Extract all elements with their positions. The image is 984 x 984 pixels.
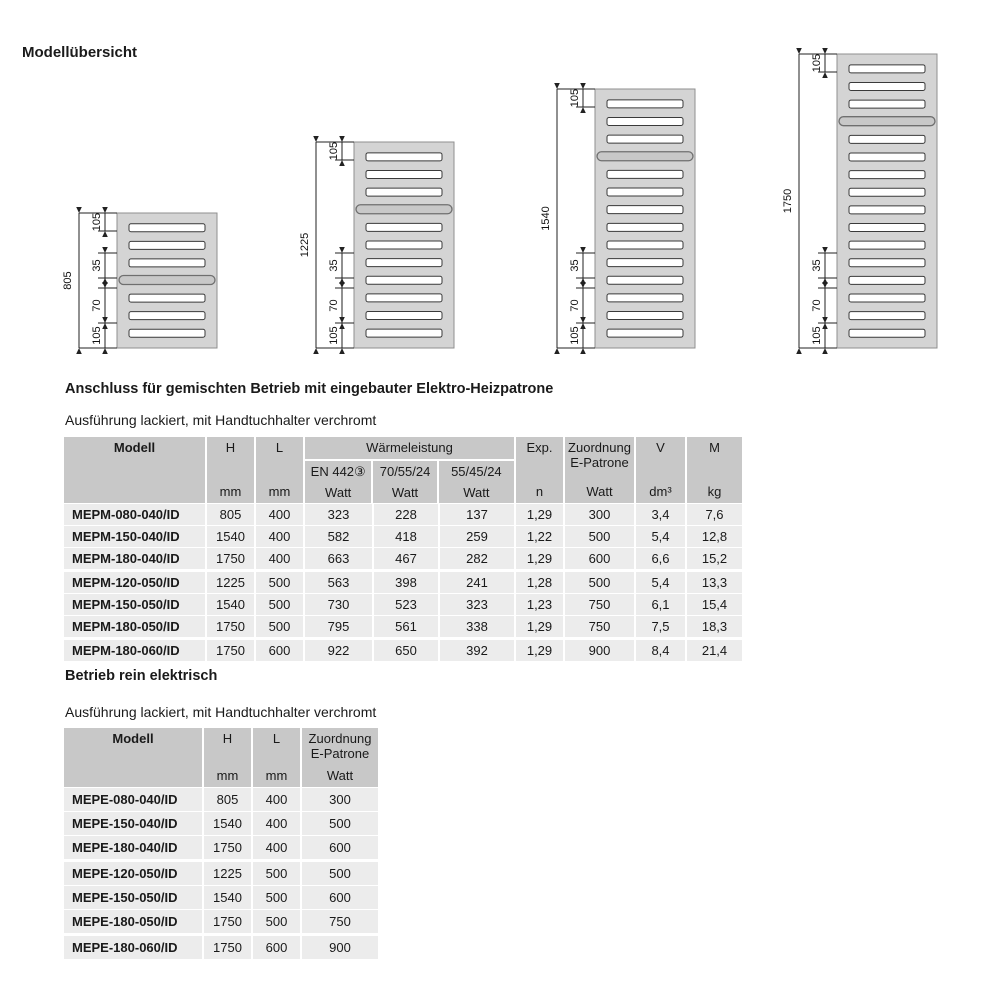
value-cell: 500 bbox=[256, 616, 305, 637]
dimension-arrow bbox=[822, 317, 828, 323]
value-cell: 418 bbox=[374, 526, 440, 547]
value-cell: 1750 bbox=[204, 836, 253, 859]
value-cell: 13,3 bbox=[701, 575, 728, 590]
dimension-arrow bbox=[822, 72, 828, 78]
value-cell: 400 bbox=[256, 548, 305, 569]
col-header-exp bbox=[516, 437, 565, 503]
dimension-label: 70 bbox=[568, 299, 581, 312]
value-cell: 1540 bbox=[207, 526, 256, 547]
dimension-arrow bbox=[822, 282, 828, 288]
radiator-slat bbox=[607, 100, 683, 108]
value-cell: 500 bbox=[253, 886, 302, 909]
table-row bbox=[64, 525, 742, 547]
table-row bbox=[64, 637, 742, 661]
col-header-modell bbox=[64, 437, 207, 503]
radiator-slat bbox=[849, 188, 925, 196]
col-header-unit: mm bbox=[268, 484, 291, 500]
dimension-arrow bbox=[822, 48, 828, 54]
section-electric-subheading: Ausführung lackiert, mit Handtuchhalter verchromt bbox=[65, 704, 377, 720]
value-cell: 1,29 bbox=[516, 616, 565, 637]
dimension-arrow bbox=[822, 348, 828, 354]
col-header-l bbox=[253, 728, 302, 787]
col-header-label: Exp. bbox=[526, 440, 553, 455]
table-row bbox=[64, 885, 378, 909]
dimension-arrow bbox=[580, 247, 586, 253]
radiator-slat bbox=[366, 294, 442, 302]
dimension-label: 105 bbox=[327, 326, 340, 345]
col-header-label: V bbox=[656, 440, 665, 455]
radiator-slat bbox=[129, 259, 205, 267]
value-cell: 3,4 bbox=[636, 504, 687, 525]
value-cell: 300 bbox=[565, 504, 636, 525]
radiator-slat bbox=[607, 329, 683, 337]
col-header-label: Zuordnung E-Patrone bbox=[568, 440, 631, 470]
value-cell: 1750 bbox=[207, 640, 256, 661]
towel-bar bbox=[597, 152, 693, 161]
col-header-unit: kg bbox=[707, 484, 722, 500]
radiator-diagrams bbox=[0, 0, 984, 372]
col-header-unit: Watt bbox=[326, 768, 354, 784]
value-cell: 600 bbox=[329, 890, 351, 905]
dimension-label: 1225 bbox=[298, 232, 311, 258]
value-cell: 1750 bbox=[207, 548, 256, 569]
dimension-arrow bbox=[339, 136, 345, 142]
dimension-label: 105 bbox=[810, 53, 823, 73]
value-cell: 1750 bbox=[204, 936, 253, 959]
table-row bbox=[64, 569, 742, 593]
radiator-slat bbox=[607, 223, 683, 231]
col-subheader bbox=[439, 461, 514, 503]
col-header-label: L bbox=[275, 440, 284, 455]
radiator-slat bbox=[366, 329, 442, 337]
value-cell: 500 bbox=[565, 526, 636, 547]
value-cell: 338 bbox=[440, 616, 516, 637]
col-header-modell bbox=[64, 728, 204, 787]
col-header-label: Modell bbox=[113, 440, 156, 455]
dimension-label: 35 bbox=[568, 259, 581, 272]
value-cell: 8,4 bbox=[636, 640, 687, 661]
radiator-slat bbox=[849, 206, 925, 214]
dimension-arrow bbox=[102, 282, 108, 288]
col-subheader-unit: Watt bbox=[463, 485, 490, 500]
section-mixed-heading: Anschluss für gemischten Betrieb mit eingebauter Elektro-Heizpatrone bbox=[65, 381, 554, 397]
value-cell: 1540 bbox=[204, 812, 253, 835]
radiator-slat bbox=[366, 188, 442, 196]
radiator-slat bbox=[849, 276, 925, 284]
dimension-arrow bbox=[339, 160, 345, 166]
towel-bar bbox=[119, 276, 215, 285]
dimension-label: 70 bbox=[90, 299, 103, 312]
radiator-slat bbox=[849, 171, 925, 179]
col-subheader-label: 55/45/24 bbox=[451, 464, 502, 479]
radiator-slat bbox=[366, 312, 442, 320]
table-header-row bbox=[64, 728, 378, 787]
value-cell: 15,2 bbox=[701, 551, 728, 566]
value-cell: 137 bbox=[440, 504, 516, 525]
radiator-slat bbox=[366, 153, 442, 161]
value-cell: 750 bbox=[565, 616, 636, 637]
radiator-body bbox=[595, 89, 695, 348]
dimension-arrow bbox=[796, 48, 802, 54]
dimension-arrow bbox=[580, 83, 586, 89]
section-electric-heading: Betrieb rein elektrisch bbox=[65, 668, 218, 684]
col-header-unit: mm bbox=[219, 484, 242, 500]
table-row bbox=[64, 811, 378, 835]
value-cell: 5,4 bbox=[636, 572, 687, 593]
value-cell: 400 bbox=[253, 812, 302, 835]
model-cell: MEPM-180-050/ID bbox=[64, 616, 207, 637]
dimension-label: 35 bbox=[327, 259, 340, 272]
electric-operation-table bbox=[64, 728, 378, 959]
radiator-slat bbox=[129, 241, 205, 249]
value-cell: 323 bbox=[305, 504, 374, 525]
table-row bbox=[64, 615, 742, 637]
radiator-slat bbox=[849, 135, 925, 143]
col-header-unit: mm bbox=[216, 768, 239, 784]
dimension-arrow bbox=[339, 247, 345, 253]
value-cell: 1225 bbox=[204, 862, 253, 885]
table-row bbox=[64, 787, 378, 811]
radiator-slat bbox=[607, 135, 683, 143]
value-cell: 663 bbox=[305, 548, 374, 569]
model-cell: MEPM-120-050/ID bbox=[64, 572, 207, 593]
radiator-slat bbox=[849, 294, 925, 302]
value-cell: 582 bbox=[305, 526, 374, 547]
value-cell: 5,4 bbox=[636, 526, 687, 547]
radiator-slat bbox=[607, 206, 683, 214]
dimension-label: 105 bbox=[90, 212, 103, 232]
dimension-arrow bbox=[796, 348, 802, 354]
model-cell: MEPE-180-050/ID bbox=[64, 910, 204, 933]
value-cell: 563 bbox=[305, 572, 374, 593]
table-row bbox=[64, 503, 742, 525]
radiator-slat bbox=[607, 294, 683, 302]
dimension-arrow bbox=[102, 317, 108, 323]
dimension-arrow bbox=[102, 348, 108, 354]
radiator-slat bbox=[849, 241, 925, 249]
dimension-label: 1750 bbox=[781, 188, 794, 214]
table-row bbox=[64, 859, 378, 885]
value-cell: 400 bbox=[253, 788, 302, 811]
radiator-slat bbox=[129, 224, 205, 232]
dimension-arrow bbox=[554, 83, 560, 89]
col-header-l bbox=[256, 437, 305, 503]
value-cell: 18,3 bbox=[701, 619, 728, 634]
radiator-slat bbox=[849, 329, 925, 337]
radiator-slat bbox=[366, 276, 442, 284]
table-row bbox=[64, 909, 378, 933]
radiator-slat bbox=[849, 65, 925, 73]
col-subheader bbox=[373, 461, 438, 503]
value-cell: 500 bbox=[253, 862, 302, 885]
col-subheader-unit: Watt bbox=[325, 485, 352, 500]
value-cell: 600 bbox=[253, 936, 302, 959]
radiator-slat bbox=[607, 170, 683, 178]
model-cell: MEPE-150-040/ID bbox=[64, 812, 204, 835]
value-cell: 795 bbox=[305, 616, 374, 637]
value-cell: 650 bbox=[374, 640, 440, 661]
col-subheader-label: EN 442③ bbox=[310, 464, 366, 479]
model-cell: MEPE-180-040/ID bbox=[64, 836, 204, 859]
col-header-h bbox=[207, 437, 256, 503]
model-cell: MEPM-180-060/ID bbox=[64, 640, 207, 661]
page-title: Modellübersicht bbox=[22, 44, 138, 61]
value-cell: 1,29 bbox=[516, 548, 565, 569]
value-cell: 12,8 bbox=[701, 529, 728, 544]
radiator-slat bbox=[607, 241, 683, 249]
dimension-label: 35 bbox=[810, 259, 823, 272]
value-cell: 6,1 bbox=[636, 594, 687, 615]
value-cell: 1540 bbox=[207, 594, 256, 615]
dimension-arrow bbox=[76, 348, 82, 354]
value-cell: 750 bbox=[565, 594, 636, 615]
dimension-arrow bbox=[822, 247, 828, 253]
value-cell: 15,4 bbox=[701, 597, 728, 612]
dimension-arrow bbox=[339, 317, 345, 323]
value-cell: 500 bbox=[565, 572, 636, 593]
dimension-arrow bbox=[102, 207, 108, 213]
dimension-arrow bbox=[102, 231, 108, 237]
value-cell: 500 bbox=[253, 910, 302, 933]
value-cell: 282 bbox=[440, 548, 516, 569]
radiator-slat bbox=[129, 294, 205, 302]
value-cell: 400 bbox=[256, 526, 305, 547]
col-header-label: Modell bbox=[112, 731, 154, 746]
value-cell: 523 bbox=[374, 594, 440, 615]
radiator-slat bbox=[849, 100, 925, 108]
dimension-label: 105 bbox=[568, 326, 581, 345]
radiator-slat bbox=[607, 259, 683, 267]
dimension-arrow bbox=[822, 323, 828, 329]
radiator-slat bbox=[129, 329, 205, 337]
col-header-label: H bbox=[222, 731, 233, 746]
model-cell: MEPM-150-040/ID bbox=[64, 526, 207, 547]
col-header-label: H bbox=[225, 440, 236, 455]
col-subheader bbox=[305, 461, 373, 503]
value-cell: 7,5 bbox=[636, 616, 687, 637]
radiator-slat bbox=[849, 223, 925, 231]
dimension-label: 105 bbox=[568, 88, 581, 108]
radiator-slat bbox=[849, 82, 925, 90]
value-cell: 1,29 bbox=[516, 504, 565, 525]
col-header-label: L bbox=[272, 731, 281, 746]
dimension-label: 35 bbox=[90, 259, 103, 272]
col-header-label: M bbox=[709, 440, 720, 455]
dimension-arrow bbox=[339, 282, 345, 288]
value-cell: 1750 bbox=[207, 616, 256, 637]
dimension-arrow bbox=[313, 348, 319, 354]
dimension-arrow bbox=[76, 207, 82, 213]
col-header-unit: dm³ bbox=[649, 484, 672, 500]
radiator-slat bbox=[366, 241, 442, 249]
value-cell: 259 bbox=[440, 526, 516, 547]
dimension-arrow bbox=[580, 348, 586, 354]
table-row bbox=[64, 835, 378, 859]
value-cell: 600 bbox=[565, 548, 636, 569]
dimension-arrow bbox=[554, 348, 560, 354]
value-cell: 323 bbox=[440, 594, 516, 615]
radiator-slat bbox=[607, 188, 683, 196]
group-subheader-row bbox=[305, 461, 514, 503]
radiator-slat bbox=[607, 276, 683, 284]
radiator-slat bbox=[366, 259, 442, 267]
dimension-arrow bbox=[102, 247, 108, 253]
value-cell: 1225 bbox=[207, 572, 256, 593]
dimension-label: 70 bbox=[327, 299, 340, 312]
radiator-slat bbox=[607, 312, 683, 320]
col-header-unit: n bbox=[535, 484, 544, 500]
value-cell: 7,6 bbox=[705, 507, 724, 522]
value-cell: 392 bbox=[440, 640, 516, 661]
radiator-slat bbox=[607, 117, 683, 125]
col-header-m bbox=[687, 437, 742, 503]
dimension-arrow bbox=[313, 136, 319, 142]
value-cell: 922 bbox=[305, 640, 374, 661]
value-cell: 1,29 bbox=[516, 640, 565, 661]
radiator-slat bbox=[849, 312, 925, 320]
value-cell: 600 bbox=[256, 640, 305, 661]
table-row bbox=[64, 547, 742, 569]
col-header-zuordnung bbox=[302, 728, 378, 787]
value-cell: 400 bbox=[256, 504, 305, 525]
value-cell: 750 bbox=[329, 914, 351, 929]
radiator-slat bbox=[849, 259, 925, 267]
towel-bar bbox=[356, 205, 452, 214]
dimension-label: 105 bbox=[810, 326, 823, 345]
value-cell: 300 bbox=[329, 792, 351, 807]
value-cell: 228 bbox=[374, 504, 440, 525]
value-cell: 21,4 bbox=[701, 643, 728, 658]
value-cell: 1540 bbox=[204, 886, 253, 909]
table-row bbox=[64, 933, 378, 959]
col-header-h bbox=[204, 728, 253, 787]
dimension-label: 1540 bbox=[539, 206, 552, 231]
col-header-v bbox=[636, 437, 687, 503]
radiator-body bbox=[837, 54, 937, 348]
value-cell: 600 bbox=[329, 840, 351, 855]
dimension-label: 105 bbox=[90, 326, 103, 345]
value-cell: 400 bbox=[253, 836, 302, 859]
value-cell: 561 bbox=[374, 616, 440, 637]
dimension-arrow bbox=[580, 107, 586, 113]
dimension-label: 805 bbox=[61, 271, 74, 290]
radiator-slat bbox=[366, 170, 442, 178]
col-header-unit: Watt bbox=[586, 484, 613, 500]
col-header-unit: mm bbox=[265, 768, 288, 784]
table-row bbox=[64, 593, 742, 615]
value-cell: 805 bbox=[204, 788, 253, 811]
col-subheader-unit: Watt bbox=[391, 485, 419, 500]
dimension-arrow bbox=[102, 323, 108, 329]
col-header-group bbox=[305, 437, 516, 503]
value-cell: 6,6 bbox=[636, 548, 687, 569]
value-cell: 500 bbox=[329, 866, 351, 881]
dimension-arrow bbox=[580, 282, 586, 288]
dimension-arrow bbox=[339, 323, 345, 329]
value-cell: 241 bbox=[440, 572, 516, 593]
value-cell: 1750 bbox=[204, 910, 253, 933]
section-mixed-subheading: Ausführung lackiert, mit Handtuchhalter verchromt bbox=[65, 412, 377, 428]
model-cell: MEPE-180-060/ID bbox=[64, 936, 204, 959]
value-cell: 1,22 bbox=[516, 526, 565, 547]
radiator-slat bbox=[366, 223, 442, 231]
model-cell: MEPM-180-040/ID bbox=[64, 548, 207, 569]
model-cell: MEPM-150-050/ID bbox=[64, 594, 207, 615]
value-cell: 1,23 bbox=[516, 594, 565, 615]
towel-bar bbox=[839, 117, 935, 126]
dimension-arrow bbox=[580, 323, 586, 329]
value-cell: 467 bbox=[374, 548, 440, 569]
dimension-label: 70 bbox=[810, 299, 823, 312]
model-cell: MEPE-080-040/ID bbox=[64, 788, 204, 811]
col-header-zuordnung bbox=[565, 437, 636, 503]
table-header-row bbox=[64, 437, 742, 503]
value-cell: 900 bbox=[565, 640, 636, 661]
value-cell: 398 bbox=[374, 572, 440, 593]
model-cell: MEPE-150-050/ID bbox=[64, 886, 204, 909]
value-cell: 805 bbox=[207, 504, 256, 525]
value-cell: 900 bbox=[329, 940, 351, 955]
model-cell: MEPE-120-050/ID bbox=[64, 862, 204, 885]
model-cell: MEPM-080-040/ID bbox=[64, 504, 207, 525]
col-header-label: Zuordnung E-Patrone bbox=[308, 731, 372, 761]
value-cell: 500 bbox=[256, 594, 305, 615]
value-cell: 1,28 bbox=[516, 572, 565, 593]
radiator-slat bbox=[849, 153, 925, 161]
group-header-label: Wärmeleistung bbox=[305, 437, 514, 461]
dimension-arrow bbox=[339, 348, 345, 354]
value-cell: 500 bbox=[256, 572, 305, 593]
mixed-operation-table bbox=[64, 437, 742, 661]
value-cell: 500 bbox=[329, 816, 351, 831]
dimension-label: 105 bbox=[327, 141, 340, 161]
col-subheader-label: 70/55/24 bbox=[379, 464, 431, 479]
dimension-arrow bbox=[580, 317, 586, 323]
radiator-slat bbox=[129, 312, 205, 320]
value-cell: 730 bbox=[305, 594, 374, 615]
